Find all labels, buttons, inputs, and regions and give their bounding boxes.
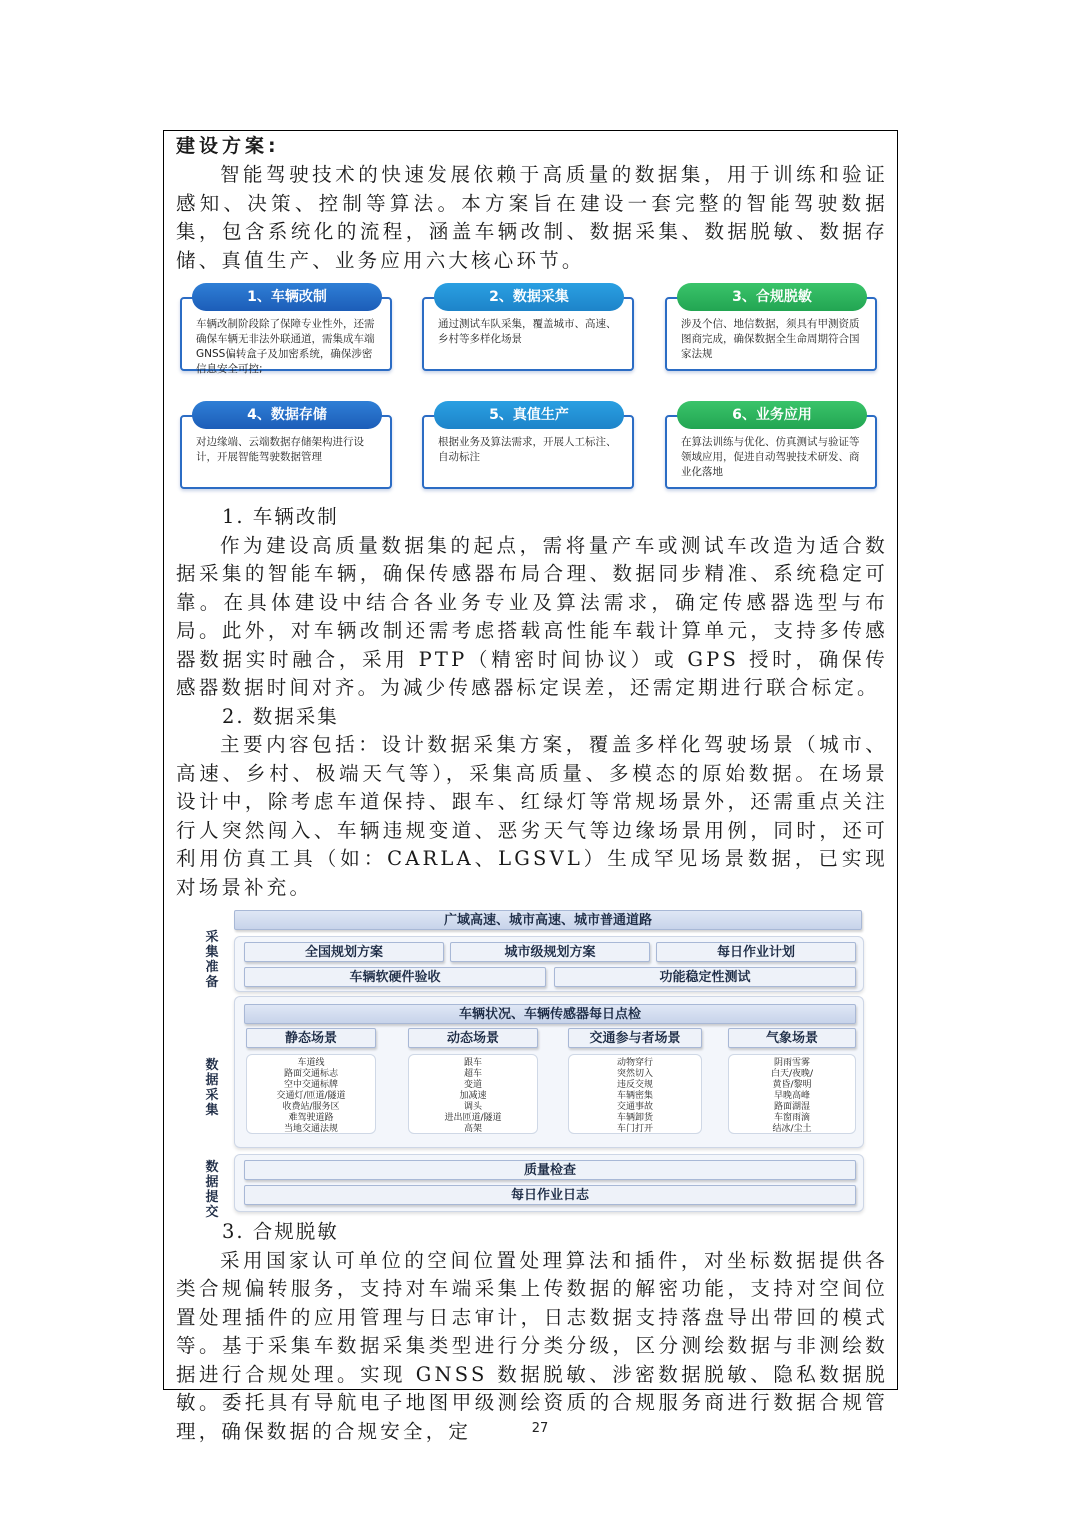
scene-items: 阴雨雪雾 白天/夜晚/ 黄昏/黎明 早晚高峰 路面湖湿 车窗雨滴 结冰/尘土 — [728, 1054, 856, 1134]
quality-check-bar: 质量检查 — [244, 1160, 856, 1180]
scene-title: 气象场景 — [728, 1028, 856, 1048]
step-card-3 — [665, 283, 877, 371]
step-card-5 — [422, 401, 634, 489]
step-title: 5、真值生产 — [434, 401, 624, 429]
flow-label-prep: 采集准备 — [205, 930, 219, 990]
section-heading: 建设方案: — [176, 135, 280, 157]
scene-items: 车道线 路面交通标志 空中交通标牌 交通灯/匝道/隧道 收费站/服务区 难驾驶道路 当地交通法规 — [246, 1054, 376, 1134]
prep-item: 城市级规划方案 — [450, 942, 650, 962]
road-type-bar: 广域高速、城市高速、城市普通道路 — [234, 910, 862, 930]
content-body — [176, 131, 888, 1446]
prep-item: 功能稳定性测试 — [554, 967, 856, 987]
step-card-6 — [665, 401, 877, 489]
collection-flow-diagram — [176, 908, 888, 1218]
step-title: 2、数据采集 — [434, 283, 624, 311]
page-number: 27 — [531, 1421, 549, 1436]
step-title: 3、合规脱敏 — [677, 283, 867, 311]
flow-label-submit: 数据提交 — [205, 1160, 219, 1220]
section-title-1: 1. 车辆改制 — [222, 505, 339, 528]
six-step-diagram — [176, 281, 888, 499]
flow-label-collect: 数据采集 — [205, 1058, 219, 1118]
step-card-4 — [180, 401, 392, 489]
step-desc: 涉及个信、地信数据，须具有甲测资质图商完成，确保数据全生命周期符合国家法规 — [681, 318, 860, 360]
step-title: 6、业务应用 — [677, 401, 867, 429]
step-card-2 — [422, 283, 634, 371]
step-desc: 对边缘端、云端数据存储架构进行设计，开展智能驾驶数据管理 — [196, 436, 364, 463]
scene-title: 动态场景 — [408, 1028, 538, 1048]
section-body-3: 采用国家认可单位的空间位置处理算法和插件，对坐标数据提供各类合规偏转服务，支持对车端采集上传数据的解密功能，支持对空间位置处理插件的应用管理与日志审计，日志数据支持落盘导出带回的模式等。基于采集车数据采集类型进行分类分级，区分测绘数据与非测绘数据进行合规处理。实现 GNSS 数据脱敏、涉密数据脱敏、隐私数据脱敏。委托具有导航电子地图甲级测绘资质的合规服务商进行数据合规管理，确保数据的合规安全，定 — [176, 1248, 888, 1443]
step-desc: 车辆改制阶段除了保障专业性外，还需确保车辆无非法外联通道，需集成车端GNSS偏转盒子及加密系统，确保涉密信息安全可控; — [196, 318, 375, 375]
prep-item: 每日作业计划 — [656, 942, 856, 962]
prep-item: 车辆软硬件验收 — [244, 967, 546, 987]
daily-check-bar: 车辆状况、车辆传感器每日点检 — [244, 1004, 856, 1024]
section-body-1: 作为建设高质量数据集的起点，需将量产车或测试车改造为适合数据采集的智能车辆，确保传感器布局合理、数据同步精准、系统稳定可靠。在具体建设中结合各业务专业及算法需求，确定传感器选型与布局。此外，对车辆改制还需考虑搭载高性能车载计算单元，支持多传感器数据实时融合，采用 PTP（精密时间协议）或 GPS 授时，确保传感器数据时间对齐。为减少传感器标定误差，还需定期进行联合标定。 — [176, 533, 888, 699]
scene-items: 动物穿行 突然切入 违反交规 车辆密集 交通事故 车辆卸货 车门打开 — [568, 1054, 702, 1134]
step-desc: 根据业务及算法需求，开展人工标注、自动标注 — [438, 436, 617, 463]
work-log-bar: 每日作业日志 — [244, 1185, 856, 1205]
section-title-2: 2. 数据采集 — [222, 704, 339, 728]
section-body-2: 主要内容包括：设计数据采集方案，覆盖多样化驾驶场景（城市、高速、乡村、极端天气等），采集高质量、多模态的原始数据。在场景设计中，除考虑车道保持、跟车、红绿灯等常规场景外，还需重点关注行人突然闯入、车辆违规变道、恶劣天气等边缘场景用例，同时，还可利用仿真工具（如：CARLA、LGSVL）生成罕见场景数据，已实现对场景补充。 — [176, 733, 888, 899]
step-card-1 — [180, 283, 392, 375]
prep-item: 全国规划方案 — [244, 942, 444, 962]
scene-items: 跟车 超车 变道 加减速 调头 进出匝道/隧道 高架 — [408, 1054, 538, 1134]
scene-title: 静态场景 — [246, 1028, 376, 1048]
step-title: 4、数据存储 — [192, 401, 382, 429]
scene-title: 交通参与者场景 — [568, 1028, 702, 1048]
step-title: 1、车辆改制 — [192, 283, 382, 311]
section-title-3: 3. 合规脱敏 — [222, 1220, 339, 1243]
step-desc: 在算法训练与优化、仿真测试与验证等领域应用，促进自动驾驶技术研发、商业化落地 — [681, 436, 860, 478]
step-desc: 通过测试车队采集，覆盖城市、高速、乡村等多样化场景 — [438, 318, 617, 345]
intro-paragraph: 智能驾驶技术的快速发展依赖于高质量的数据集，用于训练和验证感知、决策、控制等算法。本方案旨在建设一套完整的智能驾驶数据集，包含系统化的流程，涵盖车辆改制、数据采集、数据脱敏、数据存储、真值生产、业务应用六大核心环节。 — [176, 163, 888, 272]
